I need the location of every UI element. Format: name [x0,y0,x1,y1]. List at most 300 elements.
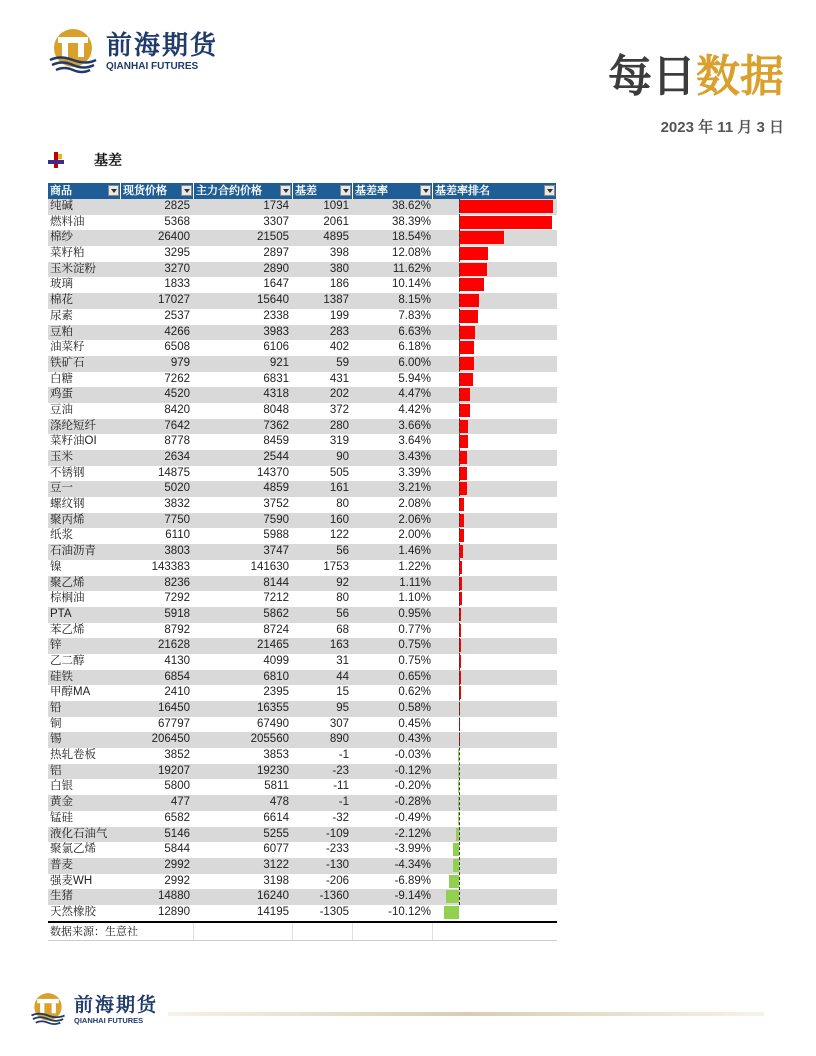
basis-value: 161 [329,482,349,495]
commodity-name: 涤纶短纤 [50,419,96,432]
basis-rate: -4.34% [394,858,431,871]
basis-rate-bar [459,420,468,433]
commodity-name: 玉米 [50,451,73,463]
contract-price: 2338 [263,309,289,322]
contract-price: 6077 [263,843,289,856]
table-row [48,262,557,278]
basis-value: -1 [338,749,349,762]
commodity-name: 豆粕 [50,325,73,338]
basis-rate: 4.42% [398,403,431,416]
commodity-name: 棉纱 [50,231,73,244]
basis-rate: 0.43% [398,733,431,746]
basis-value: -206 [325,874,349,887]
commodity-name: 螺纹钢 [50,498,85,511]
contract-price: 14195 [257,905,289,918]
contract-price: 1734 [263,200,289,212]
commodity-name: 热轧卷板 [50,749,96,762]
table-row [48,372,557,388]
spot-price: 14875 [158,466,190,479]
commodity-name: 铁矿石 [50,356,85,369]
contract-price: 205560 [250,733,289,746]
spot-price: 1833 [164,278,190,291]
commodity-name: 玻璃 [50,278,73,291]
commodity-name: 豆油 [50,403,73,416]
basis-rate-bar [459,294,479,307]
spot-price: 2410 [164,686,190,699]
contract-price: 7362 [263,419,289,432]
commodity-name: 鸡蛋 [50,388,73,401]
commodity-name: PTA [50,607,72,620]
basis-rate: 3.21% [398,482,431,495]
commodity-name: 苯乙烯 [50,623,85,636]
column-header[interactable]: 基差率 [353,183,433,199]
contract-price: 2897 [263,247,289,260]
basis-value: -233 [325,843,349,856]
basis-value: -32 [332,811,349,824]
contract-price: 3853 [263,749,289,762]
basis-value: 1387 [323,294,349,307]
basis-value: -1305 [319,905,349,918]
commodity-name: 油菜籽 [50,341,85,354]
table-row [48,858,557,874]
commodity-name: 镍 [50,560,62,573]
table-row [48,685,557,701]
table-row [48,528,557,544]
commodity-name: 乙二醇 [50,654,85,667]
contract-price: 5862 [263,607,289,620]
basis-value: -1360 [319,890,349,903]
brand-name-cn: 前海期货 [74,993,159,1016]
column-header[interactable]: 基差 [293,183,353,199]
spot-price: 26400 [158,231,190,244]
basis-rate: 4.47% [398,388,431,401]
spot-price: 6854 [164,670,190,683]
spot-price: 7750 [164,513,190,526]
footer-logo [30,992,158,1026]
basis-rate: 2.08% [398,498,431,511]
commodity-name: 生猪 [50,890,73,903]
spot-price: 8792 [164,623,190,636]
contract-price: 3307 [263,215,289,228]
basis-value: 31 [336,654,349,667]
basis-rate: 3.43% [398,451,431,463]
table-footer [48,921,557,941]
basis-value: 44 [336,670,349,683]
filter-dropdown-icon[interactable] [420,185,431,196]
table-body [48,199,557,921]
basis-value: 4895 [323,231,349,244]
contract-price: 7212 [263,592,289,605]
basis-rate: -0.49% [394,811,431,824]
table-row [48,466,557,482]
contract-price: 19230 [257,764,289,777]
basis-rate: 8.15% [398,294,431,307]
basis-value: 283 [329,325,349,338]
table-row [48,889,557,905]
table-row [48,230,557,246]
table-row [48,638,557,654]
basis-value: 890 [329,733,349,746]
basis-value: 280 [329,419,349,432]
commodity-name: 纯碱 [50,200,73,212]
spot-price: 19207 [158,764,190,777]
basis-value: 199 [329,309,349,322]
commodity-name: 锌 [50,639,62,652]
spot-price: 21628 [158,639,190,652]
commodity-name: 棕榈油 [50,592,85,605]
commodity-name: 聚氯乙烯 [50,843,96,856]
contract-price: 21465 [257,639,289,652]
table-row [48,325,557,341]
basis-value: 92 [336,576,349,589]
basis-rate: -10.12% [388,905,431,918]
basis-rate-bar [459,263,487,276]
contract-price: 5811 [264,780,289,793]
spot-price: 6582 [164,811,190,824]
contract-price: 4318 [263,388,289,401]
commodity-name: 豆一 [50,482,73,495]
spot-price: 143383 [151,560,190,573]
commodity-name: 液化石油气 [50,827,108,840]
basis-rate: -3.99% [394,843,431,856]
contract-price: 67490 [257,717,289,730]
spot-price: 67797 [158,717,190,730]
contract-price: 14370 [257,466,289,479]
basis-value: 372 [329,403,349,416]
spot-price: 14880 [158,890,190,903]
commodity-name: 棉花 [50,294,73,307]
contract-price: 2395 [263,686,289,699]
table-row [48,497,557,513]
basis-rate: -0.03% [394,749,431,762]
basis-rate: 0.58% [398,702,431,714]
basis-rate-bar [449,875,459,888]
brand-logo [48,28,218,74]
table-row [48,654,557,670]
contract-price: 7590 [263,513,289,526]
contract-price: 141630 [250,560,289,573]
contract-price: 8144 [263,576,289,589]
basis-rate-bar [459,278,484,291]
commodity-name: 燃料油 [50,215,85,228]
basis-rate: 11.62% [392,262,431,275]
spot-price: 2992 [164,874,190,887]
commodity-name: 聚丙烯 [50,513,85,526]
contract-price: 3198 [263,874,289,887]
column-header[interactable]: 现货价格 [121,183,194,199]
basis-rate: 3.64% [398,435,431,448]
commodity-name: 普麦 [50,858,73,871]
basis-rate-bar [446,890,459,903]
commodity-name: 锰硅 [50,811,73,824]
basis-value: 160 [329,513,349,526]
spot-price: 17027 [158,294,190,307]
table-row [48,434,557,450]
commodity-name: 天然橡胶 [50,905,96,918]
basis-value: 163 [329,639,349,652]
basis-rate-bar [459,451,467,464]
table-row [48,670,557,686]
commodity-name: 铜 [50,717,62,730]
table-row [48,513,557,529]
bar-axis [459,199,460,905]
contract-price: 3122 [263,858,289,871]
basis-rate: -0.20% [394,780,431,793]
table-row [48,576,557,592]
basis-value: -109 [325,827,349,840]
basis-rate: 38.39% [391,215,431,228]
spot-price: 6508 [164,341,190,354]
basis-value: 56 [336,607,349,620]
spot-price: 8236 [164,576,190,589]
table-row [48,795,557,811]
contract-price: 6614 [263,811,289,824]
basis-rate: 0.95% [398,607,431,620]
basis-rate-bar [444,906,459,919]
brand-name-cn: 前海期货 [106,30,219,61]
spot-price: 2537 [164,309,190,322]
contract-price: 478 [269,796,289,809]
spot-price: 5918 [164,607,190,620]
contract-price: 21505 [257,231,289,244]
commodity-name: 黄金 [50,796,73,809]
spot-price: 3852 [164,749,190,762]
basis-rate-bar [459,404,470,417]
basis-value: 80 [336,498,349,511]
basis-rate-bar [459,216,552,229]
spot-price: 8420 [164,403,190,416]
basis-rate: 2.06% [398,513,431,526]
basis-value: -130 [325,858,349,871]
table-row [48,764,557,780]
basis-value: 56 [336,545,349,558]
filter-dropdown-icon[interactable] [544,185,555,196]
spot-price: 3803 [164,545,190,558]
contract-price: 8724 [263,623,289,636]
commodity-name: 菜籽油OI [50,435,97,448]
basis-value: 186 [329,278,349,291]
basis-rate-bar [459,310,478,323]
spot-price: 7642 [164,419,190,432]
table-row [48,874,557,890]
basis-value: 2061 [323,215,349,228]
table-row [48,450,557,466]
basis-rate-bar [459,388,470,401]
spot-price: 2992 [164,858,190,871]
commodity-name: 强麦WH [50,874,93,887]
basis-rate: -0.28% [394,796,431,809]
commodity-name: 白糖 [50,372,73,385]
basis-value: 1753 [323,560,349,573]
contract-price: 6106 [263,341,289,354]
contract-price: 5988 [263,529,289,542]
contract-price: 6810 [263,670,289,683]
basis-value: -1 [338,796,349,809]
contract-price: 3752 [263,498,289,511]
basis-rate: 0.45% [398,717,431,730]
basis-value: 59 [336,356,349,369]
contract-price: 8459 [263,435,289,448]
basis-rate: 3.66% [398,419,431,432]
basis-rate-bar [459,435,468,448]
spot-price: 7292 [164,592,190,605]
basis-rate-bar [459,200,553,213]
table-row [48,340,557,356]
basis-rate: 3.39% [398,466,431,479]
page-title [608,50,784,104]
basis-value: 90 [336,451,349,463]
basis-rate: 0.75% [398,654,431,667]
basis-value: 122 [329,529,349,542]
basis-value: 402 [329,341,349,354]
basis-rate: 12.08% [391,247,431,260]
basis-rate: 1.46% [398,545,431,558]
table-row [48,842,557,858]
column-header[interactable]: 基差率排名 [433,183,557,199]
basis-value: 95 [336,702,349,714]
commodity-name: 纸浆 [50,529,73,542]
spot-price: 5800 [164,780,190,793]
spot-price: 6110 [165,529,190,542]
contract-price: 1647 [263,278,289,291]
commodity-name: 锡 [50,733,62,746]
commodity-name: 铝 [50,764,62,777]
commodity-name: 菜籽粕 [50,247,85,260]
basis-rate-bar [459,357,474,370]
table-row [48,293,557,309]
commodity-name: 甲醇MA [50,686,91,699]
table-row [48,309,557,325]
table-row [48,215,557,231]
table-row [48,623,557,639]
basis-rate: 0.75% [398,639,431,652]
filter-dropdown-icon[interactable] [280,185,291,196]
filter-dropdown-icon[interactable] [181,185,192,196]
table-row [48,701,557,717]
table-row [48,827,557,843]
spot-price: 3832 [164,498,190,511]
contract-price: 921 [269,356,289,369]
table-row [48,544,557,560]
contract-price: 4859 [263,482,289,495]
contract-price: 8048 [263,403,289,416]
commodity-name: 尿素 [50,309,73,322]
contract-price: 3983 [263,325,289,338]
column-header[interactable]: 商品 [48,183,121,199]
page-title-part1: 每日 [608,51,696,102]
basis-rate: 1.10% [398,592,431,605]
spot-price: 5020 [164,482,190,495]
spot-price: 7262 [164,372,190,385]
basis-rate: 0.77% [398,623,431,636]
table-row [48,560,557,576]
basis-rate: -9.14% [394,890,431,903]
spot-price: 16450 [158,702,190,714]
spot-price: 4520 [164,388,190,401]
basis-value: -11 [333,780,349,793]
basis-rate: 0.62% [398,686,431,699]
commodity-name: 聚乙烯 [50,576,85,589]
basis-value: -23 [332,764,349,777]
contract-price: 16355 [257,702,289,714]
spot-price: 2825 [164,200,190,212]
basis-value: 380 [329,262,349,275]
table-row [48,387,557,403]
basis-rate: 1.22% [398,560,431,573]
basis-rate: 38.62% [391,200,431,212]
column-header[interactable]: 主力合约价格 [194,183,293,199]
contract-price: 2890 [263,262,289,275]
basis-rate-bar [459,467,467,480]
basis-rate: -6.89% [394,874,431,887]
basis-rate: 6.63% [398,325,431,338]
spot-price: 12890 [158,905,190,918]
spot-price: 4266 [164,325,190,338]
table-row [48,811,557,827]
basis-rate-bar [459,247,488,260]
contract-price: 5255 [263,827,289,840]
contract-price: 2544 [263,451,289,463]
table-row [48,591,557,607]
commodity-name: 不锈钢 [50,466,85,479]
table-row [48,779,557,795]
spot-price: 2634 [164,451,190,463]
filter-dropdown-icon[interactable] [340,185,351,196]
basis-value: 307 [329,717,349,730]
spot-price: 8778 [164,435,190,448]
filter-dropdown-icon[interactable] [108,185,119,196]
basis-rate: 1.11% [399,576,431,589]
section-label: 基差 [94,153,122,169]
page-title-part2: 数据 [696,51,784,102]
brand-name-en: QIANHAI FUTURES [74,1015,144,1025]
table-header [48,183,557,199]
brand-emblem-icon [30,992,66,1026]
contract-price: 4099 [263,654,289,667]
contract-price: 6831 [263,372,289,385]
table-row [48,246,557,262]
commodity-name: 硅铁 [50,670,73,683]
basis-rate-bar [459,326,475,339]
table-row [48,607,557,623]
spot-price: 5368 [164,215,190,228]
commodity-name: 白银 [50,780,73,793]
table-row [48,419,557,435]
section-heading [48,150,122,170]
spot-price: 4130 [164,654,190,667]
basis-table [48,183,557,941]
basis-rate: 7.83% [398,309,431,322]
spot-price: 3270 [164,262,190,275]
table-row [48,732,557,748]
spot-price: 5844 [164,843,190,856]
basis-rate: 6.00% [398,356,431,369]
bullet-icon [48,152,64,168]
brand-emblem-icon [48,28,98,74]
basis-value: 398 [329,247,349,260]
basis-value: 505 [329,466,349,479]
table-row [48,717,557,733]
table-row [48,356,557,372]
basis-rate-bar [459,231,504,244]
basis-value: 68 [336,623,349,636]
basis-value: 80 [336,592,349,605]
basis-rate: 0.65% [398,670,431,683]
contract-price: 3747 [263,545,289,558]
basis-rate: -0.12% [394,764,431,777]
basis-rate: 10.14% [391,278,431,291]
table-row [48,277,557,293]
